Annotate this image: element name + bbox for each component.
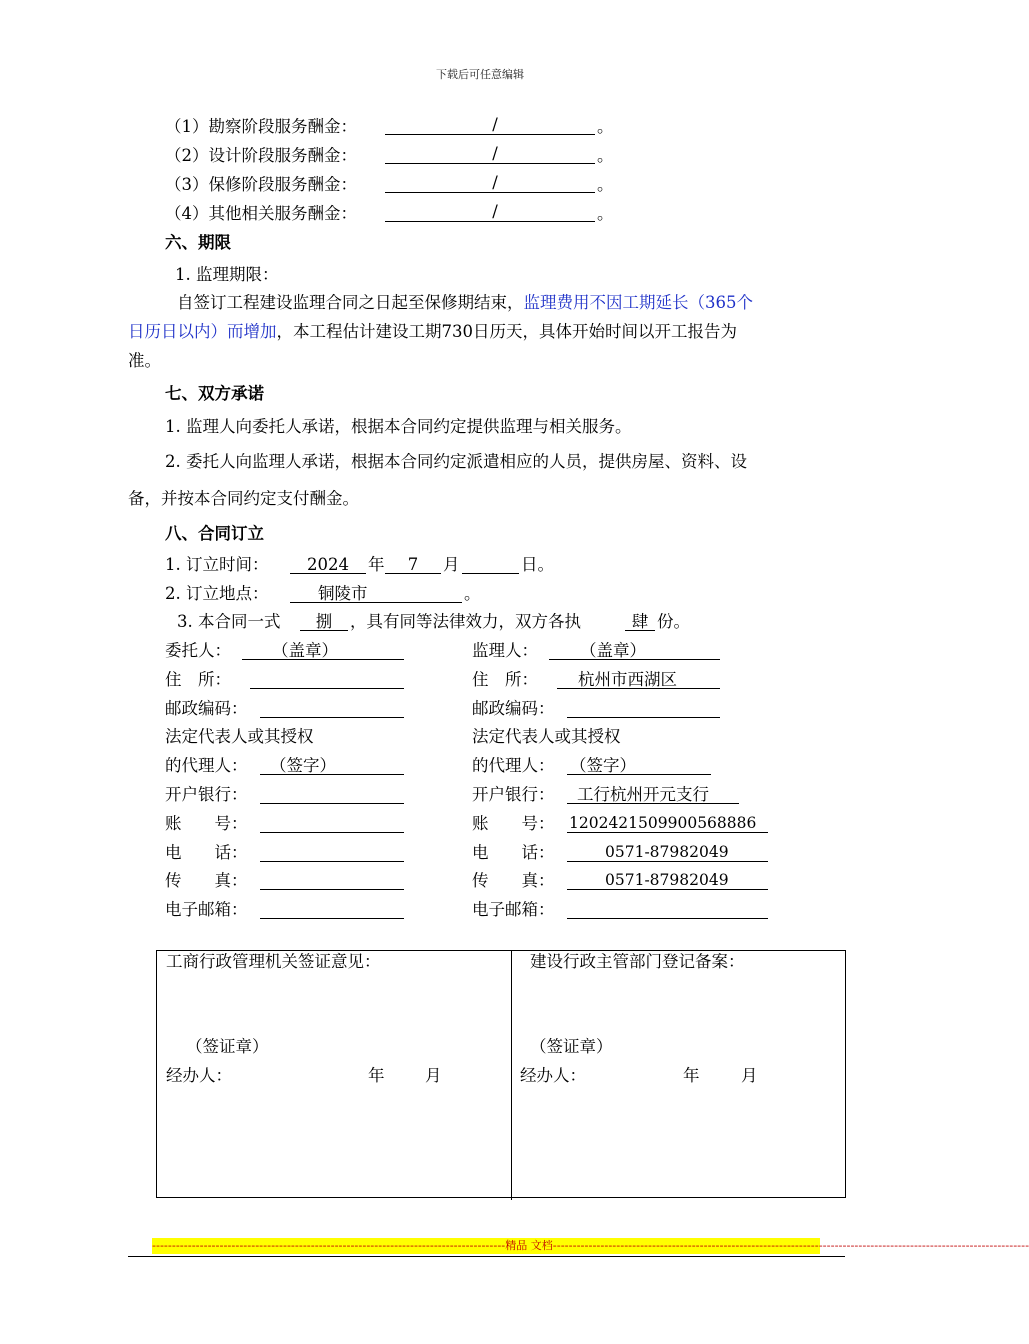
supervisor-postcode-line bbox=[567, 717, 720, 718]
client-bank-label: 开户银行： bbox=[165, 785, 248, 804]
section7-item1: 1. 监理人向委托人承诺，根据本合同约定提供监理与相关服务。 bbox=[165, 417, 632, 436]
fee-label-warranty: （3）保修阶段服务酬金： bbox=[165, 175, 357, 194]
supervisor-address-value: 杭州市西湖区 bbox=[578, 670, 677, 689]
copies-text-b: ，具有同等法律效力，双方各执 bbox=[350, 612, 581, 631]
supervisor-phone-label: 电 话： bbox=[472, 843, 555, 862]
right-cell-handler: 经办人： bbox=[520, 1066, 586, 1085]
fee-label-other: （4）其他相关服务酬金： bbox=[165, 204, 357, 223]
fee-value-warranty: / bbox=[492, 173, 498, 192]
fee-end-design: 。 bbox=[597, 146, 614, 165]
supervisor-rep-label: 法定代表人或其授权 bbox=[472, 727, 621, 746]
left-cell-title: 工商行政管理机关签证意见： bbox=[166, 952, 381, 971]
footer-dashes-right: ------------------------------------------------------------------------------------------------------------------------ bbox=[552, 1239, 1029, 1252]
section6-heading: 六、期限 bbox=[165, 233, 231, 252]
supervisor-agent-value: （签字） bbox=[570, 756, 636, 775]
section7-heading: 七、双方承诺 bbox=[165, 384, 264, 403]
supervisor-fax-line bbox=[567, 889, 768, 890]
client-value: （盖章） bbox=[272, 641, 338, 660]
supervisor-agent-label: 的代理人： bbox=[472, 756, 555, 775]
section6-line1 bbox=[177, 295, 753, 312]
section6-item1: 1. 监理期限： bbox=[175, 265, 279, 284]
client-bank-line bbox=[260, 803, 404, 804]
footer-band bbox=[152, 1238, 1029, 1254]
client-rep-label: 法定代表人或其授权 bbox=[165, 727, 314, 746]
sign-month-value: 7 bbox=[407, 555, 419, 574]
client-postcode-label: 邮政编码： bbox=[165, 699, 248, 718]
approval-table-divider bbox=[511, 950, 512, 1200]
client-email-label: 电子邮箱： bbox=[165, 900, 248, 919]
client-address-line bbox=[250, 688, 404, 689]
fee-value-other: / bbox=[492, 202, 498, 221]
client-agent-value: （签字） bbox=[270, 756, 336, 775]
section7-item2-line1: 2. 委托人向监理人承诺，根据本合同约定派遣相应的人员，提供房屋、资料、设 bbox=[165, 452, 747, 471]
client-agent-label: 的代理人： bbox=[165, 756, 248, 775]
supervisor-phone-line bbox=[567, 861, 768, 862]
fee-end-warranty: 。 bbox=[597, 175, 614, 194]
client-account-label: 账 号： bbox=[165, 814, 248, 833]
section6-line2 bbox=[128, 324, 737, 341]
right-cell-year: 年 bbox=[683, 1066, 700, 1085]
sign-place-label: 2. 订立地点： bbox=[165, 584, 269, 603]
right-cell-title: 建设行政主管部门登记备案： bbox=[530, 952, 745, 971]
section6-line2-text: ，本工程估计建设工期730日历天，具体开始时间以开工报告为 bbox=[276, 322, 737, 341]
supervisor-email-line bbox=[567, 918, 768, 919]
sign-date-label: 1. 订立时间： bbox=[165, 555, 269, 574]
footer-dashes-left: ----------------------------------------------------------------------------------------- bbox=[152, 1239, 506, 1252]
copies-each-value: 肆 bbox=[631, 612, 649, 631]
supervisor-fax-value: 0571-87982049 bbox=[605, 871, 729, 889]
sign-place-end: 。 bbox=[464, 584, 481, 603]
fee-label-survey: （1）勘察阶段服务酬金： bbox=[165, 117, 357, 136]
client-phone-line bbox=[260, 861, 404, 862]
supervisor-email-label: 电子邮箱： bbox=[472, 900, 555, 919]
left-cell-seal: （签证章） bbox=[186, 1037, 269, 1056]
fee-line-other bbox=[385, 221, 595, 222]
client-fax-line bbox=[260, 889, 404, 890]
footer-label: 精品 文档 bbox=[505, 1239, 553, 1252]
client-address-label: 住 所： bbox=[165, 670, 231, 689]
sign-place-line bbox=[290, 602, 462, 603]
client-fax-label: 传 真： bbox=[165, 871, 248, 890]
section6-line1-highlight: 监理费用不因工期延长（365个 bbox=[523, 293, 753, 312]
section6-line2-highlight: 日历日以内）而增加 bbox=[128, 322, 277, 341]
supervisor-account-value: 1202421509900568886 bbox=[569, 814, 757, 832]
sign-year-value: 2024 bbox=[307, 555, 349, 574]
section7-item2-line2: 备，并按本合同约定支付酬金。 bbox=[128, 489, 359, 508]
left-cell-handler: 经办人： bbox=[166, 1066, 232, 1085]
fee-line-design bbox=[385, 163, 595, 164]
sign-year-unit: 年 bbox=[368, 555, 385, 574]
supervisor-bank-label: 开户银行： bbox=[472, 785, 555, 804]
supervisor-label: 监理人： bbox=[472, 641, 538, 660]
right-cell-seal: （签证章） bbox=[530, 1037, 613, 1056]
client-account-line bbox=[260, 832, 404, 833]
fee-end-survey: 。 bbox=[597, 117, 614, 136]
supervisor-postcode-label: 邮政编码： bbox=[472, 699, 555, 718]
right-cell-month: 月 bbox=[741, 1066, 758, 1085]
page-header: 下载后可任意编辑 bbox=[436, 68, 524, 81]
sign-day-line bbox=[462, 573, 519, 574]
client-phone-label: 电 话： bbox=[165, 843, 248, 862]
left-cell-month: 月 bbox=[425, 1066, 442, 1085]
supervisor-account-label: 账 号： bbox=[472, 814, 555, 833]
section8-heading: 八、合同订立 bbox=[165, 524, 264, 543]
fee-value-survey: / bbox=[492, 115, 498, 134]
supervisor-bank-value: 工行杭州开元支行 bbox=[577, 785, 709, 804]
fee-end-other: 。 bbox=[597, 204, 614, 223]
supervisor-phone-value: 0571-87982049 bbox=[605, 843, 729, 861]
fee-line-warranty bbox=[385, 192, 595, 193]
sign-month-unit: 月 bbox=[443, 555, 460, 574]
supervisor-value: （盖章） bbox=[580, 641, 646, 660]
fee-line-survey bbox=[385, 134, 595, 135]
client-postcode-line bbox=[260, 717, 404, 718]
supervisor-fax-label: 传 真： bbox=[472, 871, 555, 890]
left-cell-year: 年 bbox=[368, 1066, 385, 1085]
supervisor-address-label: 住 所： bbox=[472, 670, 538, 689]
footer-rule bbox=[128, 1256, 845, 1257]
sign-day-unit: 日。 bbox=[521, 555, 554, 574]
copies-total-value: 捌 bbox=[315, 612, 333, 631]
section6-line3: 准。 bbox=[128, 351, 161, 370]
fee-value-design: / bbox=[492, 144, 498, 163]
section6-line1-text: 自签订工程建设监理合同之日起至保修期结束， bbox=[177, 293, 524, 312]
client-label: 委托人： bbox=[165, 641, 231, 660]
copies-text-c: 份。 bbox=[657, 612, 690, 631]
copies-text-a: 3. 本合同一式 bbox=[177, 612, 281, 631]
sign-place-value: 铜陵市 bbox=[318, 584, 368, 603]
supervisor-account-line bbox=[567, 832, 768, 833]
client-email-line bbox=[260, 918, 404, 919]
fee-label-design: （2）设计阶段服务酬金： bbox=[165, 146, 357, 165]
